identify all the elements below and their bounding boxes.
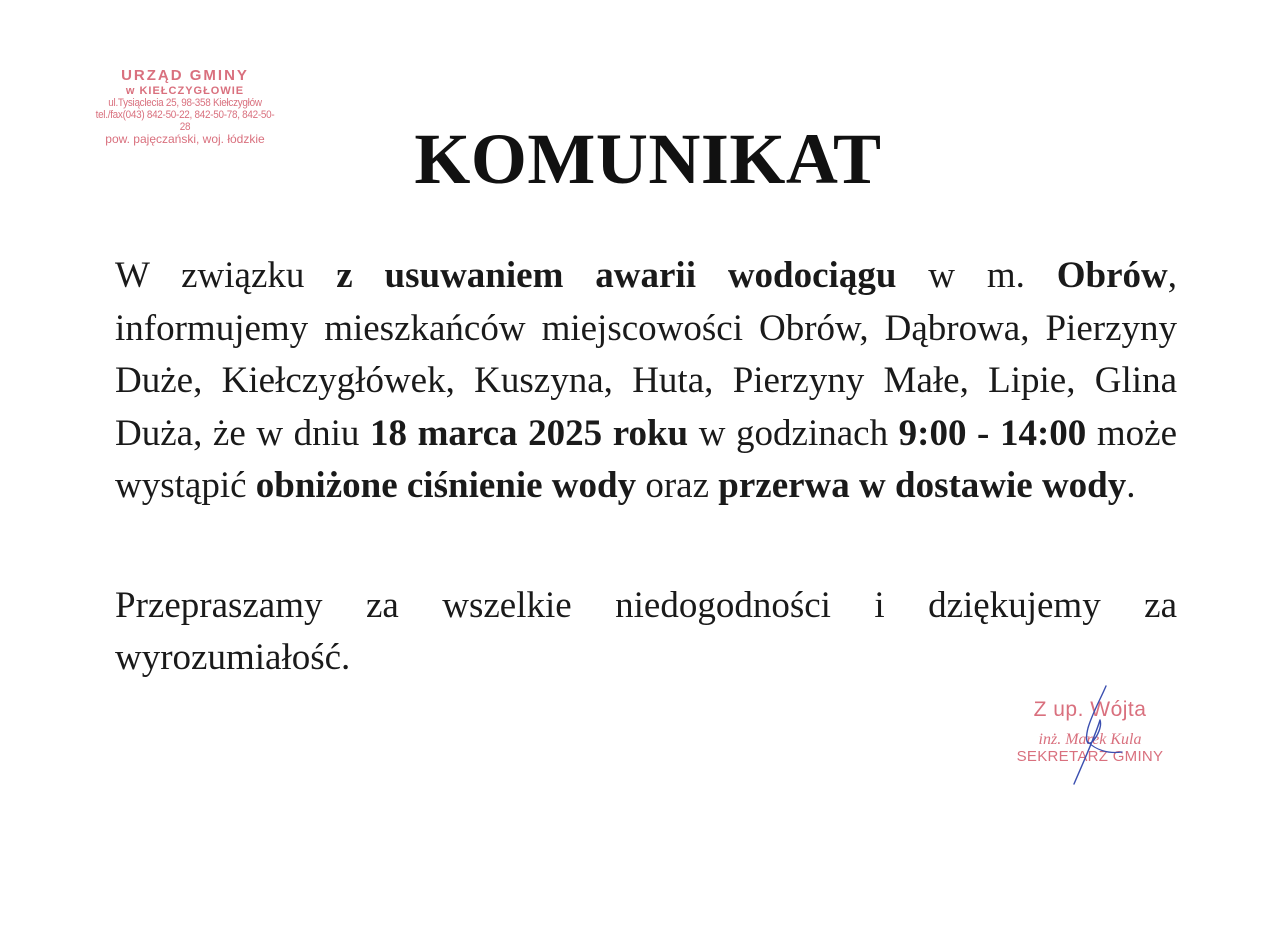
office-stamp-phone: tel./fax(043) 842-50-22, 842-50-78, 842-50-28: [95, 108, 275, 133]
signature-stamp: [995, 698, 1185, 766]
page-title: KOMUNIKAT: [414, 119, 882, 199]
text-segment: .: [1126, 465, 1136, 506]
text-segment: w godzinach: [688, 412, 899, 454]
signature-stamp-line-1: Z up. Wójta: [1033, 698, 1147, 721]
bold-segment: 9:00 - 14:00: [898, 412, 1087, 454]
text-segment: oraz: [636, 465, 719, 506]
bold-segment: Obrów: [1056, 255, 1168, 296]
office-stamp-line-2: w KIEŁCZYGŁOWIE: [125, 84, 245, 97]
office-stamp-region: pow. pajęczański, woj. łódzkie: [105, 131, 265, 146]
signature-stamp-name: inż. Marek Kula: [1038, 731, 1142, 748]
office-stamp-address: ul.Tysiąclecia 25, 98-358 Kiełczygłów: [108, 96, 262, 109]
text-segment: W związku: [115, 255, 337, 296]
bold-segment: 18 marca 2025 roku: [369, 412, 689, 454]
bold-segment: przerwa w dostawie wody: [718, 465, 1127, 506]
bold-segment: z usuwaniem awarii wodociągu: [336, 255, 897, 296]
signature-stamp-role: SEKRETARZ GMINY: [1016, 748, 1164, 765]
text-segment: w m.: [896, 255, 1057, 296]
office-stamp-line-1: URZĄD GMINY: [121, 67, 249, 84]
bold-segment: obniżone ciśnienie wody: [255, 465, 637, 506]
text-segment: , informujemy mieszkańców miejscowości Obrów, Dąbrowa, Pierzyny Duże, Kiełczygłówek, Kuszyna, Huta, Pierzyny Małe, Lipie, Glina Duża, że w dniu: [115, 255, 1178, 454]
apology-paragraph: Przepraszamy za wszelkie niedogodności i dziękujemy za wyrozumiałość.: [115, 585, 1177, 678]
announcement-paragraph: [115, 250, 1177, 513]
text-segment: może wystąpić: [115, 412, 1177, 506]
